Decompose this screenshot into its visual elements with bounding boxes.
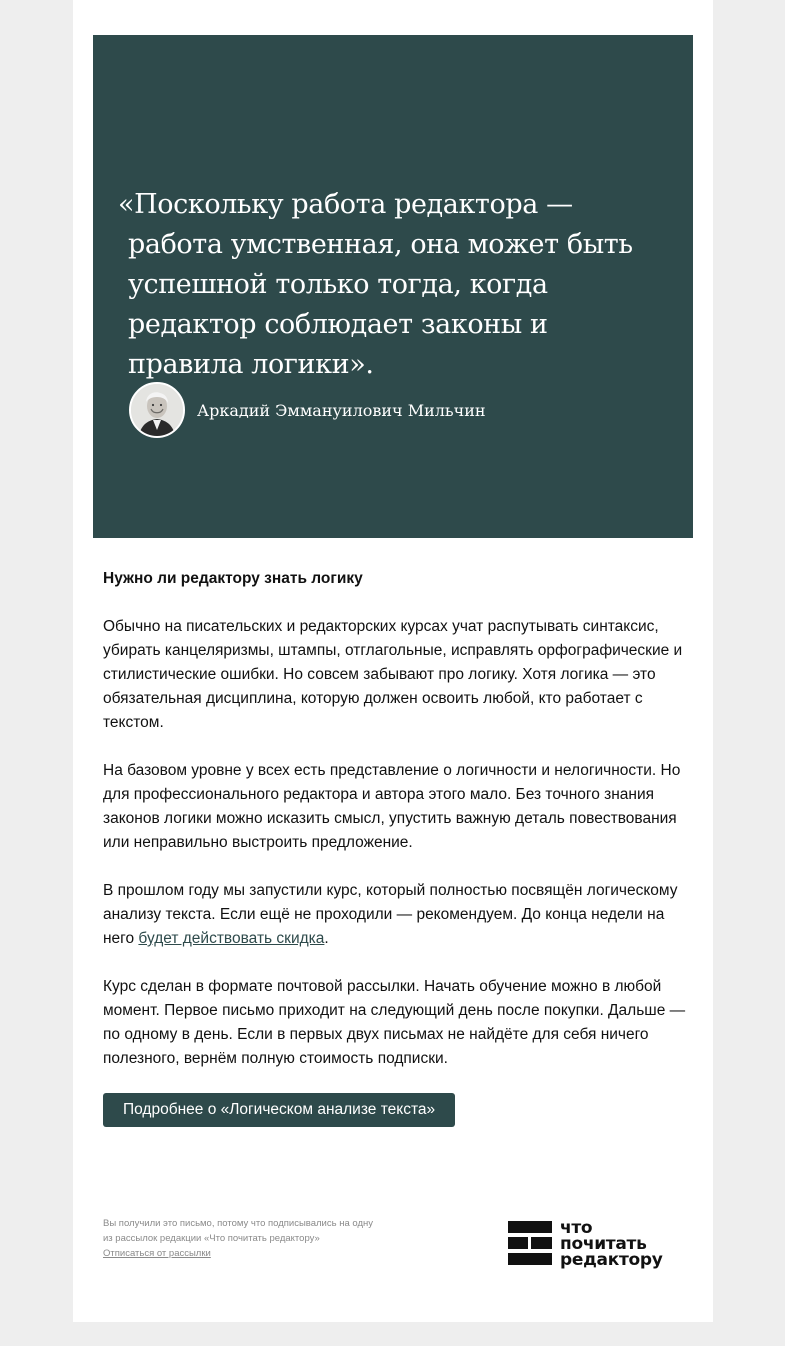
article-body — [103, 567, 688, 1127]
brand-logo[interactable] — [508, 1220, 663, 1268]
quote-author — [129, 382, 486, 438]
paragraph-1: Обычно на писательских и редакторских курсах учат распутывать синтаксис, убирать канцеляризмы, штампы, отглагольные, исправлять орфографические и стилистические ошибки. Но совсем забывают про логику. Хотя логика — это обязательная дисциплина, которую должен освоить любой, кто работает с текстом. — [103, 618, 683, 731]
article-heading: Нужно ли редактору знать логику — [103, 570, 363, 587]
footer-notice — [103, 1216, 383, 1261]
email-sheet — [73, 0, 713, 1322]
course-details-button[interactable]: Подробнее о «Логическом анализе текста» — [103, 1093, 455, 1127]
quote-banner — [93, 35, 693, 538]
author-portrait-icon — [131, 384, 183, 436]
discount-link[interactable]: будет действовать скидка — [138, 930, 325, 947]
paragraph-3 — [103, 879, 688, 951]
subscription-notice: Вы получили это письмо, потому что подписывались на одну из рассылок редакции «Что почитать редактору» — [103, 1218, 373, 1244]
paragraph-4: Курс сделан в формате почтовой рассылки. Начать обучение можно в любой момент. Первое письмо приходит на следующий день после покупки. Дальше — по одному в день. Если в первых двух письмах не найдёте для себя ничего полезного, вернём полную стоимость подписки. — [103, 978, 686, 1067]
logo-mark-icon — [508, 1221, 552, 1265]
logo-line-1: что — [560, 1218, 593, 1238]
unsubscribe-link[interactable]: Отписаться от рассылки — [103, 1248, 211, 1259]
paragraph-3-text: В прошлом году мы запустили курс, который полностью посвящён логическому анализу текста. Если ещё не проходили — рекомендуем. До конца недели на него — [103, 882, 678, 947]
paragraph-2: На базовом уровне у всех есть представление о логичности и нелогичности. Но для профессионального редактора и автора этого мало. Без точного знания законов логики можно исказить смысл, упустить важную деталь повествования или неправильно выстроить предложение. — [103, 762, 681, 851]
paragraph-3-end: . — [324, 930, 329, 947]
logo-line-3: редактору — [560, 1250, 663, 1270]
quote-text: «Поскольку работа редактора — работа умственная, она может быть успешной только тогда, когда редактор соблюдает законы и правила логики». — [118, 189, 633, 380]
logo-line-2: почитать — [560, 1234, 647, 1254]
author-avatar — [129, 382, 185, 438]
author-name: Аркадий Эммануилович Мильчин — [197, 400, 486, 420]
logo-wordmark — [560, 1220, 663, 1268]
